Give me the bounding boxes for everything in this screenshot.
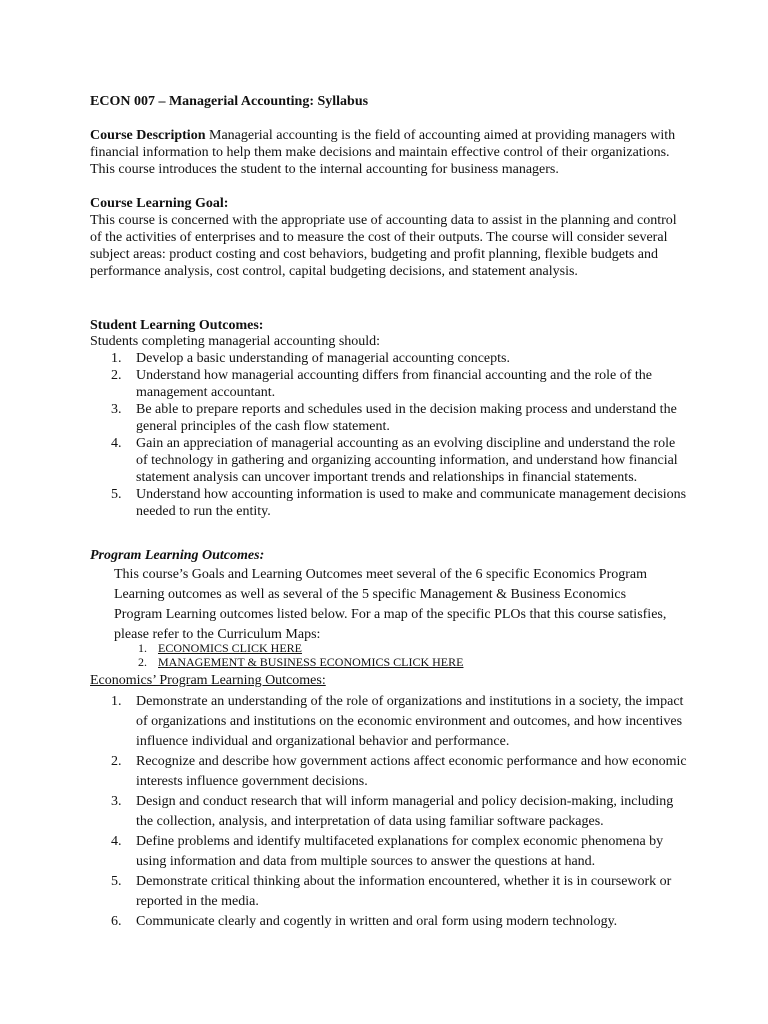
list-item-text: Understand how accounting information is used to make and communicate management decisions needed to run the entity.: [136, 487, 687, 519]
program-learning-outcomes-text: This course’s Goals and Learning Outcomes meet several of the 6 specific Economics Program Learning outcomes as well as several of the 5 specific Management & Business Economics Program Learning outcomes listed below. For a map of the specific PLOs that this course satisfies, please refer to the Curriculum Maps:: [114, 567, 667, 642]
list-item: [90, 792, 690, 832]
list-item: [90, 350, 690, 367]
list-item-number: 1.: [111, 351, 122, 366]
list-item-number: 5.: [111, 874, 122, 889]
list-item: [90, 832, 690, 872]
economics-plo-list: [90, 692, 690, 932]
list-item-number: 4.: [111, 436, 122, 451]
list-item-number: 5.: [111, 487, 122, 502]
management-curriculum-map-link[interactable]: MANAGEMENT & BUSINESS ECONOMICS CLICK HERE: [158, 655, 464, 669]
curriculum-map-links: [114, 641, 674, 669]
list-item-text: Demonstrate critical thinking about the information encountered, whether it is in coursework or reported in the media.: [136, 874, 672, 909]
list-item-number: 6.: [111, 914, 122, 929]
list-item: [90, 367, 690, 401]
list-item-text: Gain an appreciation of managerial accounting as an evolving discipline and understand the role of technology in gathering and organizing accounting information, and understand how financial statement analysis can uncover important trends and relationships in financial statements.: [136, 436, 678, 485]
list-item-text: Recognize and describe how government actions affect economic performance and how economic interests influence government decisions.: [136, 754, 687, 789]
list-item-number: 1.: [111, 694, 122, 709]
list-item-text: Develop a basic understanding of managerial accounting concepts.: [136, 351, 510, 366]
list-item-text: Design and conduct research that will inform managerial and policy decision-making, including the collection, analysis, and interpretation of data using familiar software packages.: [136, 794, 674, 829]
economics-curriculum-map-link[interactable]: ECONOMICS CLICK HERE: [158, 641, 303, 655]
list-item-text: Demonstrate an understanding of the role of organizations and institutions in a society, the impact of organizations and institutions on the economic environment and outcomes, and how incentives influence individual and organizational behavior and performance.: [136, 694, 684, 749]
list-item-number: 4.: [111, 834, 122, 849]
course-description: [90, 127, 690, 178]
list-item: [90, 872, 690, 912]
course-learning-goal-text: This course is concerned with the appropriate use of accounting data to assist in the planning and control of the activities of enterprises and to measure the cost of their outputs. The course will consider several subject areas: product costing and cost behaviors, budgeting and profit planning, flexible budgets and performance analysis, cost control, capital budgeting decisions, and statement analysis.: [90, 213, 677, 279]
list-item-number: 1.: [138, 641, 147, 655]
list-item: [90, 912, 690, 932]
program-learning-outcomes-heading: Program Learning Outcomes:: [90, 548, 265, 563]
list-item-text: Communicate clearly and cogently in written and oral form using modern technology.: [136, 914, 618, 929]
list-item-text: Be able to prepare reports and schedules used in the decision making process and understand the general principles of the cash flow statement.: [136, 402, 677, 434]
course-description-label: Course Description: [90, 128, 206, 143]
list-item-number: 2.: [111, 754, 122, 769]
student-learning-outcomes-list: [90, 350, 690, 520]
list-item-text: Define problems and identify multifaceted explanations for complex economic phenomena by using information and data from multiple sources to answer the questions at hand.: [136, 834, 664, 869]
economics-plo-heading: Economics’ Program Learning Outcomes:: [90, 673, 326, 688]
list-item-number: 3.: [111, 402, 122, 417]
course-learning-goal-heading: Course Learning Goal:: [90, 196, 229, 211]
list-item: [90, 435, 690, 486]
list-item-text: Understand how managerial accounting differs from financial accounting and the role of the management accountant.: [136, 368, 652, 400]
list-item: [114, 655, 674, 669]
list-item: [90, 401, 690, 435]
list-item-number: 2.: [138, 655, 147, 669]
list-item: [90, 692, 690, 752]
list-item-number: 3.: [111, 794, 122, 809]
list-item: [114, 641, 674, 655]
student-learning-outcomes-intro: Students completing managerial accounting should:: [90, 334, 381, 349]
student-learning-outcomes-heading: Student Learning Outcomes:: [90, 318, 264, 333]
list-item: [90, 752, 690, 792]
course-description-text: Managerial accounting is the field of accounting aimed at providing managers with financial information to help them make decisions and maintain effective control of their organizations. This course introduces the student to the internal accounting for business managers.: [90, 128, 676, 177]
list-item: [90, 486, 690, 520]
document-title: ECON 007 – Managerial Accounting: Syllabus: [90, 94, 369, 109]
list-item-number: 2.: [111, 368, 122, 383]
